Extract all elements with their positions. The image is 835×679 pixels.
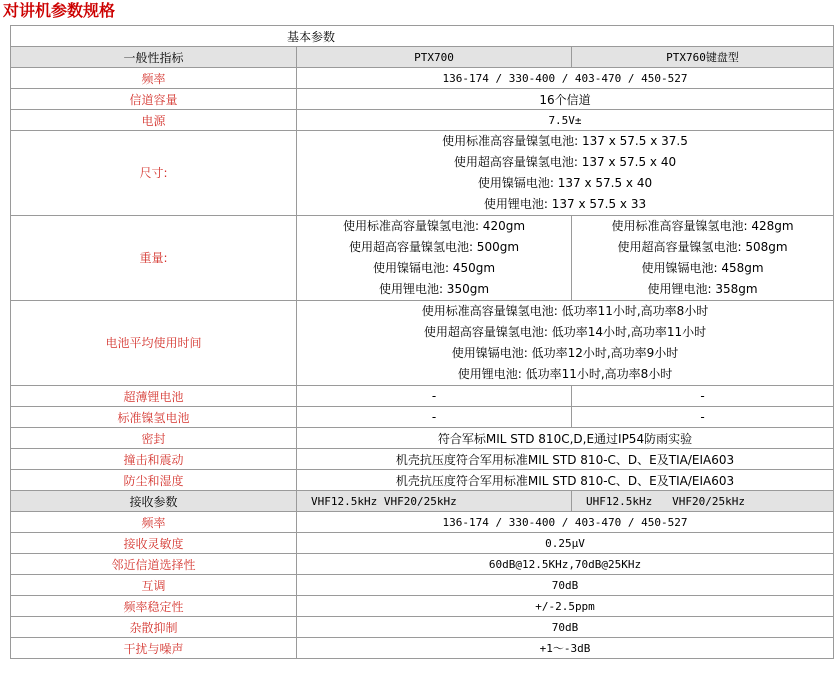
rx-spurious-label: 杂散抑制 <box>11 617 297 638</box>
weight-ptx760 <box>572 216 834 301</box>
row-rx-freq-stability <box>11 596 834 617</box>
weight-line: 使用超高容量镍氢电池: 508gm <box>617 240 788 254</box>
weight-label-text: 重量: <box>139 250 168 265</box>
row-frequency <box>11 68 834 89</box>
model-ptx700: PTX700 <box>297 47 572 68</box>
rx-adjacent-value: 60dB@12.5KHz,70dB@25KHz <box>297 554 834 575</box>
row-rx-intermod <box>11 575 834 596</box>
battery-life-label <box>11 301 297 386</box>
row-rx-noise <box>11 638 834 659</box>
rx-spurious-value: 70dB <box>297 617 834 638</box>
battery-line: 使用超高容量镍氢电池: 低功率14小时,高功率11小时 <box>423 325 707 339</box>
thin-li-label: 超薄锂电池 <box>11 386 297 407</box>
power-value: 7.5V± <box>297 110 834 131</box>
spec-table <box>10 25 834 659</box>
weight-line: 使用锂电池: 358gm <box>647 282 758 296</box>
rx-frequency-label: 频率 <box>11 512 297 533</box>
row-power <box>11 110 834 131</box>
rx-frequency-value: 136-174 / 330-400 / 403-470 / 450-527 <box>297 512 834 533</box>
channels-value: 16个信道 <box>297 89 834 110</box>
thin-li-ptx700: - <box>297 386 572 407</box>
receive-col-a: VHF12.5kHz VHF20/25kHz <box>297 491 572 512</box>
model-header-row <box>11 47 834 68</box>
basic-header-row <box>11 26 834 47</box>
receive-col-b: UHF12.5kHz VHF20/25kHz <box>572 491 834 512</box>
row-rx-sensitivity <box>11 533 834 554</box>
size-line: 使用标准高容量镍氢电池: 137 x 57.5 x 37.5 <box>442 134 688 148</box>
size-line: 使用锂电池: 137 x 57.5 x 33 <box>483 197 647 211</box>
rx-adjacent-label: 邻近信道选择性 <box>11 554 297 575</box>
rx-noise-label: 干扰与噪声 <box>11 638 297 659</box>
rx-sensitivity-value: 0.25μV <box>297 533 834 554</box>
size-line: 使用超高容量镍氢电池: 137 x 57.5 x 40 <box>453 155 677 169</box>
weight-line: 使用标准高容量镍氢电池: 428gm <box>611 219 794 233</box>
size-label-text: 尺寸: <box>139 165 168 180</box>
rx-noise-value: +1～-3dB <box>297 638 834 659</box>
weight-label <box>11 216 297 301</box>
receive-header-row <box>11 491 834 512</box>
page-title: 对讲机参数规格 <box>3 1 116 20</box>
weight-line: 使用锂电池: 350gm <box>378 282 490 296</box>
seal-value: 符合军标MIL STD 810C,D,E通过IP54防雨实验 <box>297 428 834 449</box>
shock-label: 撞击和震动 <box>11 449 297 470</box>
row-shock <box>11 449 834 470</box>
frequency-label: 频率 <box>11 68 297 89</box>
weight-line: 使用镍镉电池: 450gm <box>372 261 496 275</box>
weight-ptx700 <box>297 216 572 301</box>
power-label: 电源 <box>11 110 297 131</box>
model-ptx760: PTX760键盘型 <box>572 47 834 68</box>
frequency-value: 136-174 / 330-400 / 403-470 / 450-527 <box>297 68 834 89</box>
basic-header: 基本参数 <box>11 26 834 47</box>
weight-line: 使用镍镉电池: 458gm <box>641 261 764 275</box>
row-dust <box>11 470 834 491</box>
seal-label: 密封 <box>11 428 297 449</box>
size-label <box>11 131 297 216</box>
row-std-nimh <box>11 407 834 428</box>
rx-freq-stability-label: 频率稳定性 <box>11 596 297 617</box>
rx-intermod-value: 70dB <box>297 575 834 596</box>
weight-line: 使用超高容量镍氢电池: 500gm <box>348 240 520 254</box>
row-channels <box>11 89 834 110</box>
weight-line: 使用标准高容量镍氢电池: 420gm <box>342 219 526 233</box>
row-thin-li <box>11 386 834 407</box>
size-values <box>297 131 834 216</box>
std-nimh-ptx760: - <box>572 407 834 428</box>
row-weight <box>11 216 834 301</box>
row-seal <box>11 428 834 449</box>
rx-freq-stability-value: +/-2.5ppm <box>297 596 834 617</box>
rx-intermod-label: 互调 <box>11 575 297 596</box>
rx-sensitivity-label: 接收灵敏度 <box>11 533 297 554</box>
general-label: 一般性指标 <box>11 47 297 68</box>
thin-li-ptx760: - <box>572 386 834 407</box>
row-rx-spurious <box>11 617 834 638</box>
dust-value: 机壳抗压度符合军用标准MIL STD 810-C、D、E及TIA/EIA603 <box>297 470 834 491</box>
row-rx-frequency <box>11 512 834 533</box>
std-nimh-label: 标准镍氢电池 <box>11 407 297 428</box>
shock-value: 机壳抗压度符合军用标准MIL STD 810-C、D、E及TIA/EIA603 <box>297 449 834 470</box>
row-size <box>11 131 834 216</box>
battery-line: 使用锂电池: 低功率11小时,高功率8小时 <box>457 367 673 381</box>
battery-line: 使用镍镉电池: 低功率12小时,高功率9小时 <box>451 346 679 360</box>
battery-life-values <box>297 301 834 386</box>
channels-label: 信道容量 <box>11 89 297 110</box>
receive-header: 接收参数 <box>11 491 297 512</box>
row-battery-life <box>11 301 834 386</box>
row-rx-adjacent <box>11 554 834 575</box>
battery-line: 使用标准高容量镍氢电池: 低功率11小时,高功率8小时 <box>421 304 709 318</box>
size-line: 使用镍镉电池: 137 x 57.5 x 40 <box>477 176 653 190</box>
std-nimh-ptx700: - <box>297 407 572 428</box>
battery-life-label-text: 电池平均使用时间 <box>105 335 202 350</box>
dust-label: 防尘和湿度 <box>11 470 297 491</box>
